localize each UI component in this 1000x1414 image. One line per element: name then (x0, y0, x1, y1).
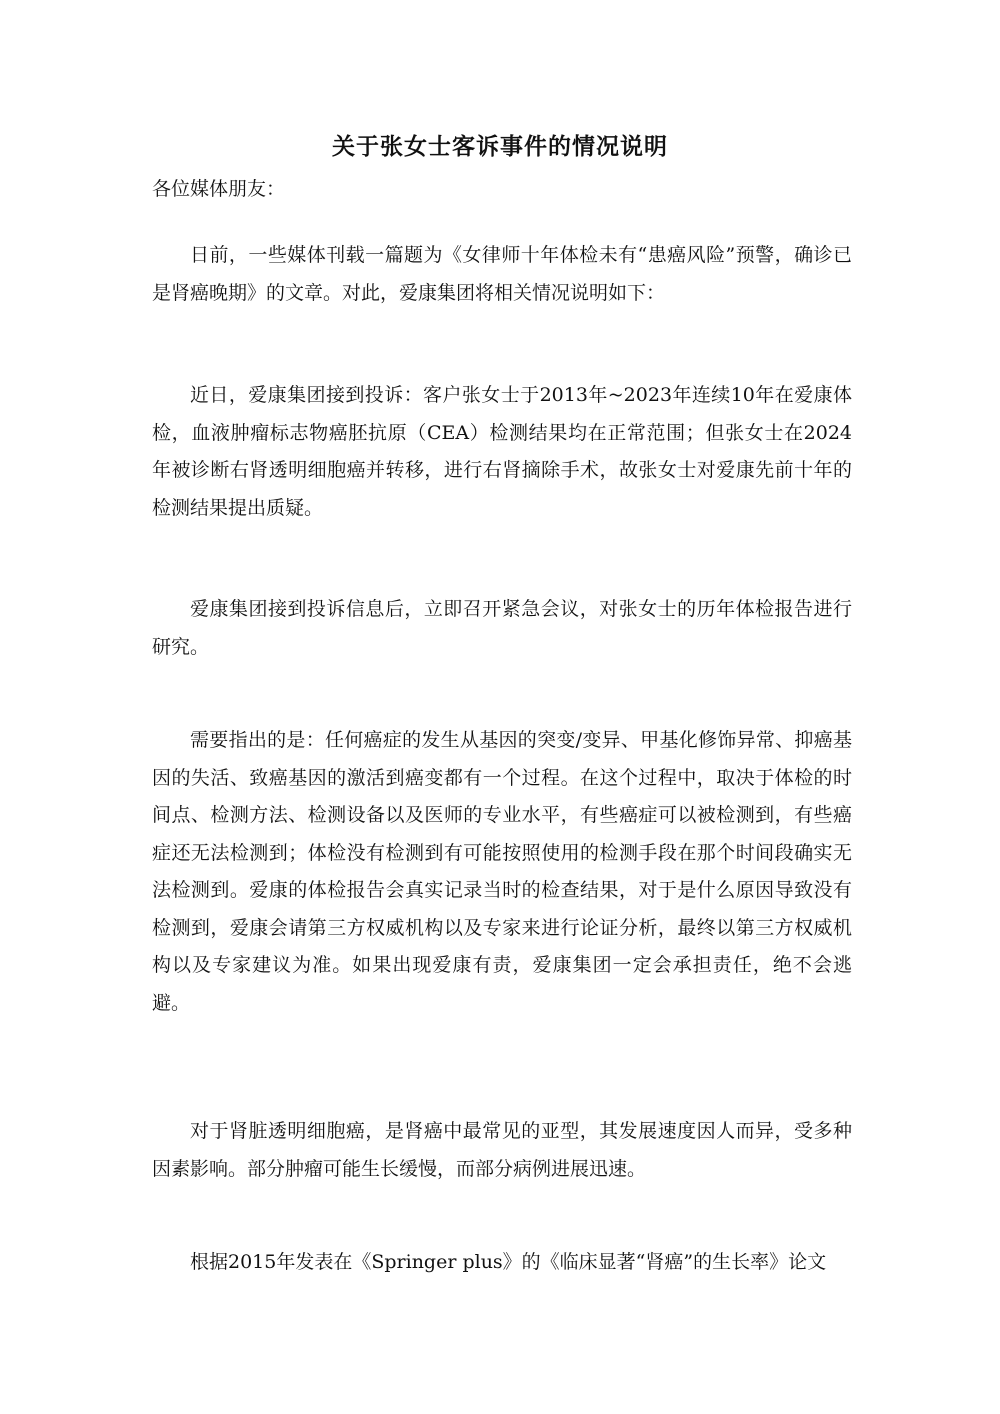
paragraph-explanation: 需要指出的是：任何癌症的发生从基因的突变/变异、甲基化修饰异常、抑癌基因的失活、致癌基因的激活到癌变都有一个过程。在这个过程中，取决于体检的时间点、检测方法、检测设备以及医师的专业水平，有些癌症可以被检测到，有些癌症还无法检测到；体检没有检测到有可能按照使用的检测手段在那个时间段确实无法检测到。爱康的体检报告会真实记录当时的检查结果，对于是什么原因导致没有检测到，爱康会请第三方权威机构以及专家来进行论证分析，最终以第三方权威机构以及专家建议为准。如果出现爱康有责，爱康集团一定会承担责任，绝不会逃避。 (152, 729, 852, 1014)
paragraph-reference: 根据2015年发表在《Springer plus》的《临床显著“肾癌”的生长率》论文 (190, 1251, 827, 1273)
salutation: 各位媒体朋友： (152, 178, 286, 200)
paragraph-kidney-cancer: 对于肾脏透明细胞癌，是肾癌中最常见的亚型，其发展速度因人而异，受多种因素影响。部分肿瘤可能生长缓慢，而部分病例进展迅速。 (152, 1120, 852, 1180)
paragraph-response: 爱康集团接到投诉信息后，立即召开紧急会议，对张女士的历年体检报告进行研究。 (152, 598, 852, 658)
paragraph-intro: 日前，一些媒体刊载一篇题为《女律师十年体检未有“患癌风险”预警，确诊已是肾癌晚期》的文章。对此，爱康集团将相关情况说明如下： (152, 244, 852, 304)
document-title: 关于张女士客诉事件的情况说明 (332, 133, 668, 160)
paragraph-complaint: 近日，爱康集团接到投诉：客户张女士于2013年~2023年连续10年在爱康体检，血液肿瘤标志物癌胚抗原（CEA）检测结果均在正常范围；但张女士在2024 年被诊断右肾透明细胞癌并转移，进行右肾摘除手术，故张女士对爱康先前十年的检测结果提出质疑。 (152, 384, 852, 519)
